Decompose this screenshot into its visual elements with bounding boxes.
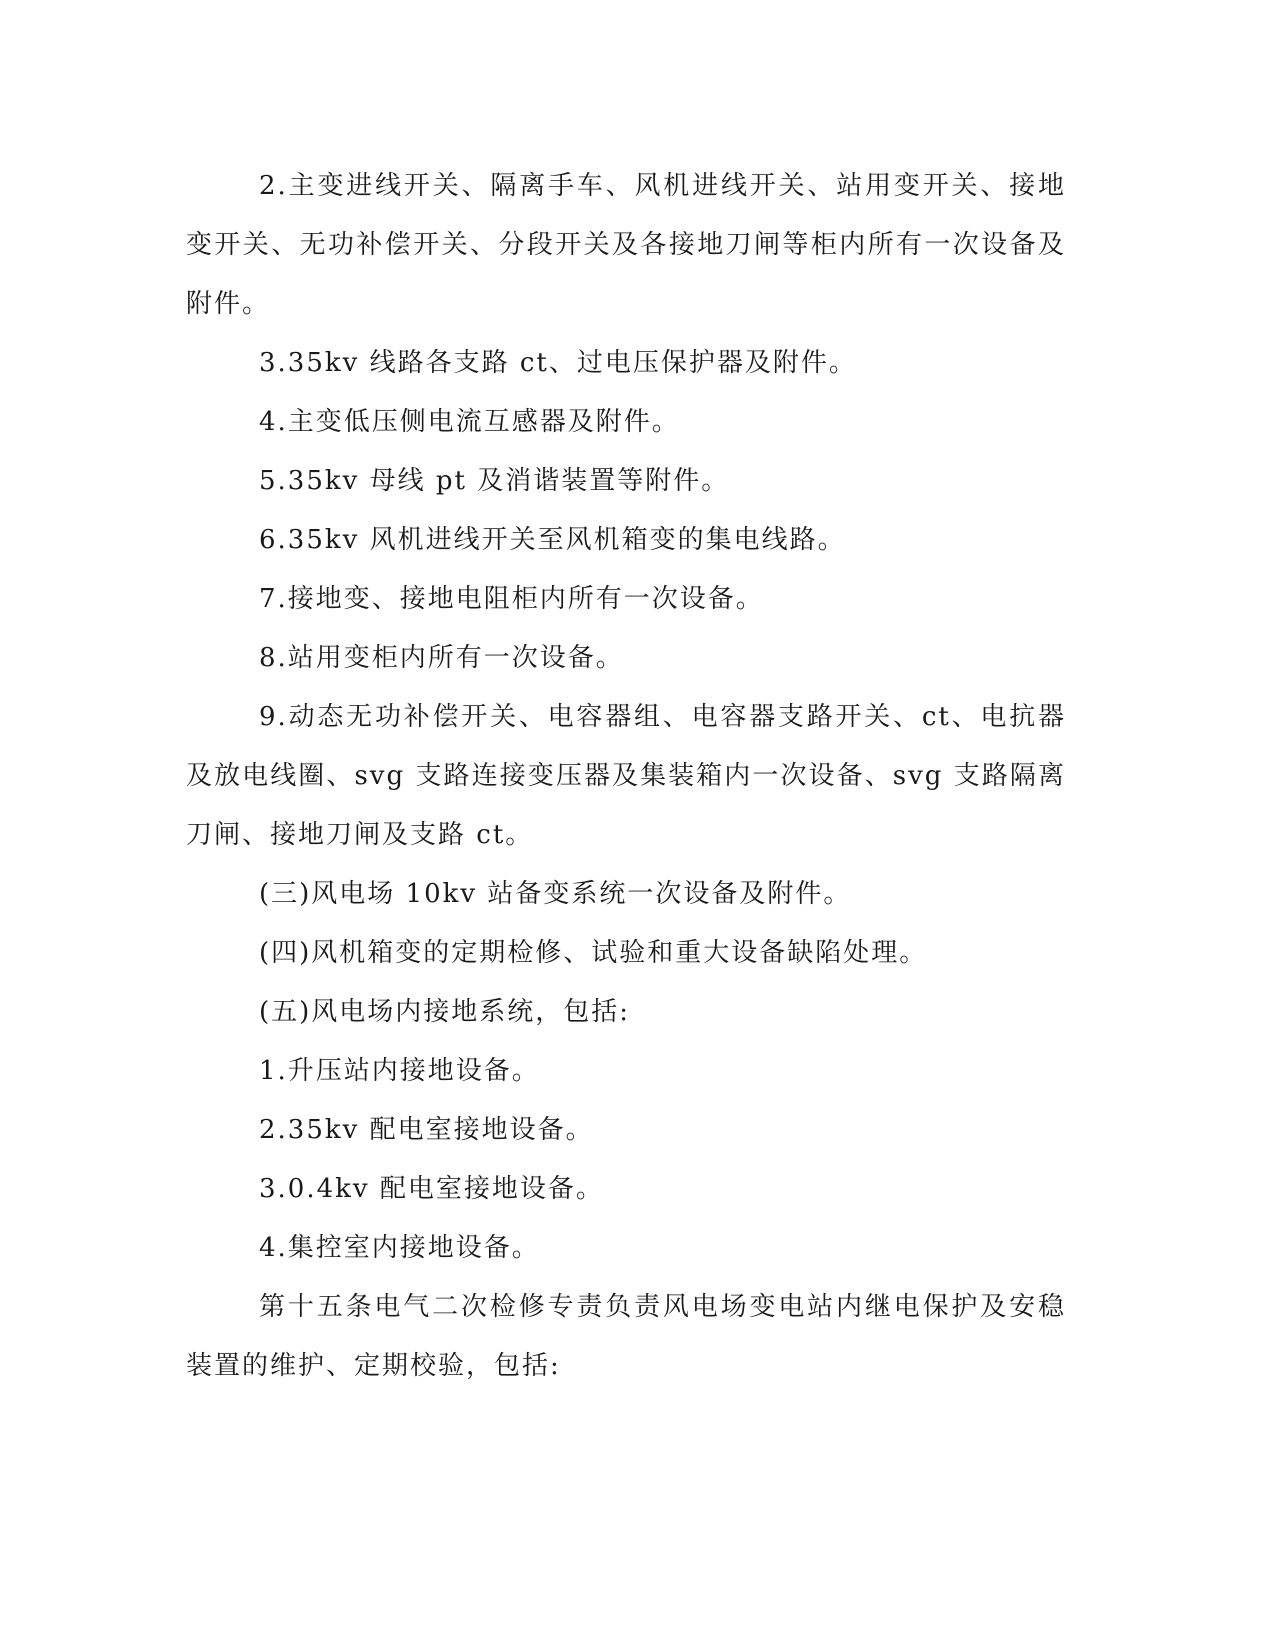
paragraph-grounding-item-2: 2.35kv 配电室接地设备。 <box>259 1115 594 1145</box>
paragraph-item-5-busbar-pt: 5.35kv 母线 pt 及消谐装置等附件。 <box>259 466 730 496</box>
paragraph-item-9-reactive-compensation: 9.动态无功补偿开关、电容器组、电容器支路开关、ct、电抗器及放电线圈、svg 支路连接变压器及集装箱内一次设备、svg 支路隔离刀闸、接地刀闸及支路 ct。 <box>186 702 1066 850</box>
paragraph-grounding-item-1: 1.升压站内接地设备。 <box>259 1056 540 1086</box>
paragraph-item-8-station-transformer: 8.站用变柜内所有一次设备。 <box>259 643 624 673</box>
paragraph-article-15: 第十五条电气二次检修专责负责风电场变电站内继电保护及安稳装置的维护、定期校验，包括: <box>186 1292 1066 1381</box>
paragraph-item-7-grounding: 7.接地变、接地电阻柜内所有一次设备。 <box>259 584 764 614</box>
paragraph-section-3: (三)风电场 10kv 站备变系统一次设备及附件。 <box>259 879 852 909</box>
paragraph-grounding-item-4: 4.集控室内接地设备。 <box>259 1233 540 1263</box>
paragraph-item-3-ct: 3.35kv 线路各支路 ct、过电压保护器及附件。 <box>259 348 857 378</box>
document-body <box>186 157 1066 1396</box>
paragraph-section-5: (五)风电场内接地系统，包括: <box>259 997 631 1027</box>
paragraph-item-4-current-transformer: 4.主变低压侧电流互感器及附件。 <box>259 407 680 437</box>
paragraph-grounding-item-3: 3.0.4kv 配电室接地设备。 <box>259 1174 604 1204</box>
paragraph-section-4: (四)风机箱变的定期检修、试验和重大设备缺陷处理。 <box>259 938 928 968</box>
paragraph-item-2-equipment: 2.主变进线开关、隔离手车、风机进线开关、站用变开关、接地变开关、无功补偿开关、分段开关及各接地刀闸等柜内所有一次设备及附件。 <box>186 171 1066 319</box>
paragraph-item-6-collector-line: 6.35kv 风机进线开关至风机箱变的集电线路。 <box>259 525 846 555</box>
